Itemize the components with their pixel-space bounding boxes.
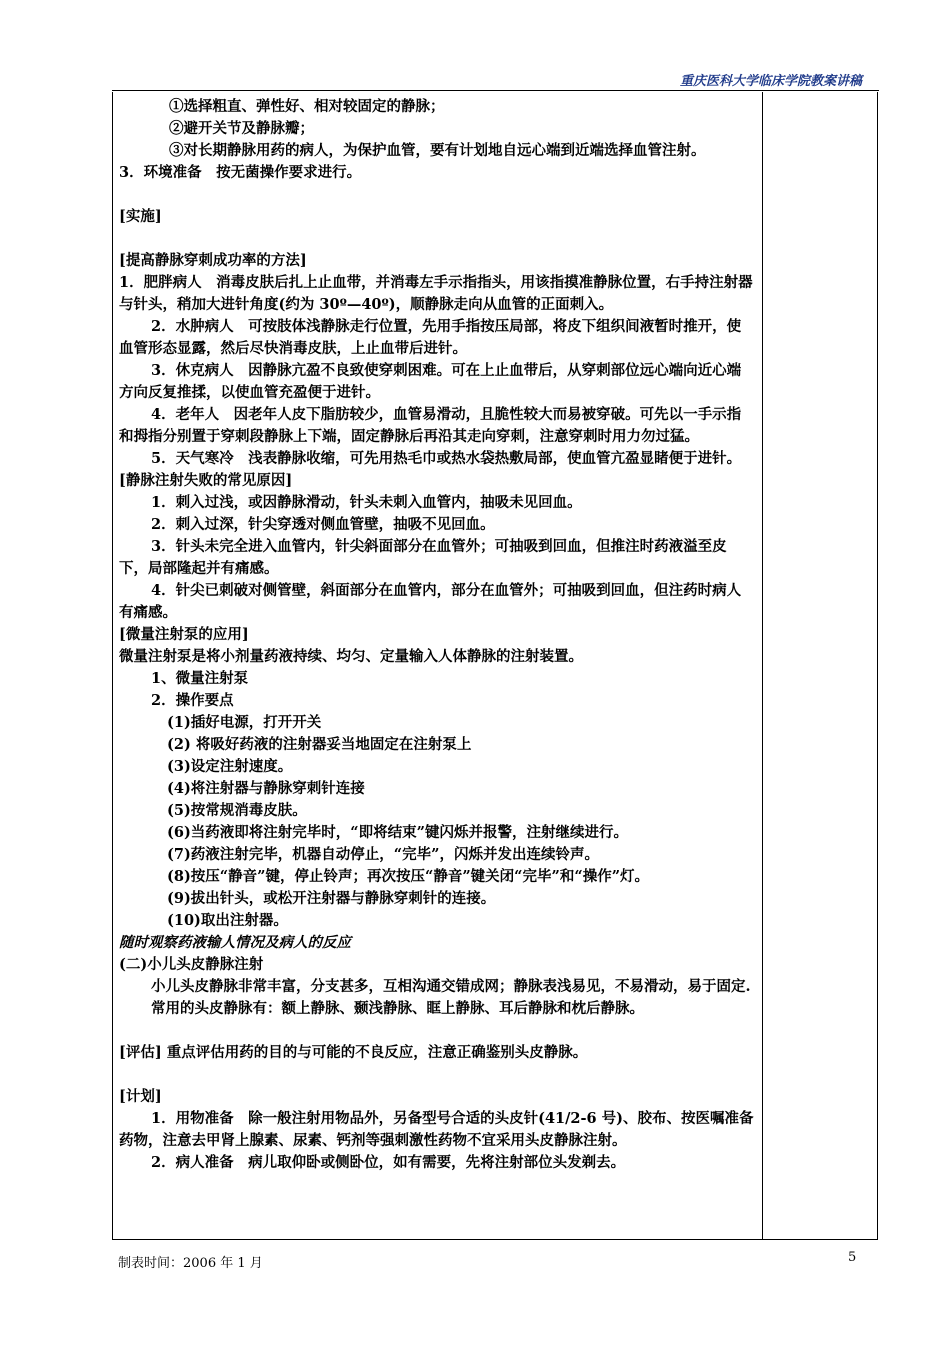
text-line: 2．水肿病人 可按肢体浅静脉走行位置，先用手指按压局部，将皮下组织间液暂时推开，使血管形态显露，然后尽快消毒皮肤，上止血带后进针。: [119, 318, 742, 357]
text-line: 2．病人准备 病儿取仰卧或侧卧位，如有需要，先将注射部位头发剃去。: [151, 1154, 626, 1171]
text-line: 3．休克病人 因静脉亢盈不良致使穿刺困难。可在上止血带后，从穿刺部位远心端向近心端方向反复推揉，以使血管充盈便于进针。: [119, 362, 742, 401]
list-item: (9)拔出针头，或松开注射器与静脉穿刺针的连接。: [167, 890, 496, 907]
text-line: [评估] 重点评估用药的目的与可能的不良反应，注意正确鉴别头皮静脉。: [119, 1044, 588, 1061]
list-item: (4)将注射器与静脉穿刺针连接: [167, 780, 365, 797]
lesson-content: [119, 96, 755, 1174]
section-heading: (二)小儿头皮静脉注射: [119, 956, 264, 973]
list-item: (3)设定注射速度。: [167, 758, 293, 775]
list-item: (1)插好电源，打开开关: [167, 714, 322, 731]
page-number: 5: [848, 1250, 857, 1265]
section-heading: [静脉注射失败的常见原因]: [119, 472, 293, 489]
section-heading: [计划]: [119, 1088, 162, 1105]
text-line: 1．肥胖病人 消毒皮肤后扎上止血带，并消毒左手示指指头，用该指摸准静脉位置，右手持注射器与针头，稍加大进针角度(约为 30º—40º)，顺静脉走向从血管的正面刺入。: [119, 274, 753, 313]
text-line: 1．刺入过浅，或因静脉滑动，针头未刺入血管内，抽吸未见回血。: [151, 494, 582, 511]
list-item: (6)当药液即将注射完毕时，“即将结束”键闪烁并报警，注射继续进行。: [167, 824, 628, 841]
text-line: 3．环境准备 按无菌操作要求进行。: [119, 164, 362, 181]
lesson-table: [112, 92, 878, 1240]
list-item: (8)按压“静音”键，停止铃声；再次按压“静音”键关闭“完毕”和“操作”灯。: [167, 868, 650, 885]
header-rule: [112, 90, 879, 91]
text-line: 1、微量注射泵: [151, 670, 249, 687]
text-line: 5．天气寒冷 浅表静脉收缩，可先用热毛巾或热水袋热敷局部，使血管亢盈显睹便于进针。: [151, 450, 742, 467]
column-divider: [762, 92, 763, 1239]
italic-note: 随时观察药液输人情况及病人的反应: [119, 934, 351, 951]
text-line: 2．刺入过深，针尖穿透对侧血管壁，抽吸不见回血。: [151, 516, 495, 533]
text-line: ②避开关节及静脉瓣；: [169, 120, 314, 137]
text-line: 4．针尖已刺破对侧管壁，斜面部分在血管内，部分在血管外；可抽吸到回血，但注药时病人有痛感。: [119, 582, 742, 621]
section-heading: [提高静脉穿刺成功率的方法]: [119, 252, 307, 269]
list-item: (5)按常规消毒皮肤。: [167, 802, 307, 819]
text-line: 4．老年人 因老年人皮下脂肪较少，血管易滑动，且脆性较大而易被穿破。可先以一手示指和拇指分别置于穿刺段静脉上下端，固定静脉后再沿其走向穿刺，注意穿刺时用力勿过猛。: [119, 406, 742, 445]
section-heading: [微量注射泵的应用]: [119, 626, 249, 643]
document-header: 重庆医科大学临床学院教案讲稿: [679, 74, 862, 89]
text-line: 小儿头皮静脉非常丰富，分支甚多，互相沟通交错成网；静脉表浅易见，不易滑动，易于固定.: [151, 978, 751, 995]
text-line: 微量注射泵是将小剂量药液持续、均匀、定量输入人体静脉的注射装置。: [119, 648, 583, 665]
text-line: 常用的头皮静脉有：额上静脉、颞浅静脉、眶上静脉、耳后静脉和枕后静脉。: [151, 1000, 644, 1017]
footer-date: 制表时间：2006 年 1 月: [118, 1256, 263, 1271]
text-line: 1．用物准备 除一般注射用物品外，另备型号合适的头皮针(41/2-6 号)、胶布、按医嘱准备药物，注意去甲肾上腺素、尿素、钙剂等强刺激性药物不宜采用头皮静脉注射。: [119, 1110, 754, 1149]
list-item: (10)取出注射器。: [167, 912, 288, 929]
text-line: 2．操作要点: [151, 692, 234, 709]
text-line: ①选择粗直、弹性好、相对较固定的静脉；: [169, 98, 445, 115]
text-line: ③对长期静脉用药的病人，为保护血管，要有计划地自远心端到近端选择血管注射。: [169, 142, 706, 159]
list-item: (2) 将吸好药液的注射器妥当地固定在注射泵上: [167, 736, 472, 753]
text-line: 3．针头未完全进入血管内，针尖斜面部分在血管外；可抽吸到回血，但推注时药液溢至皮下，局部隆起并有痛感。: [119, 538, 727, 577]
list-item: (7)药液注射完毕，机器自动停止，“完毕”，闪烁并发出连续铃声。: [167, 846, 599, 863]
section-heading: [实施]: [119, 208, 162, 225]
